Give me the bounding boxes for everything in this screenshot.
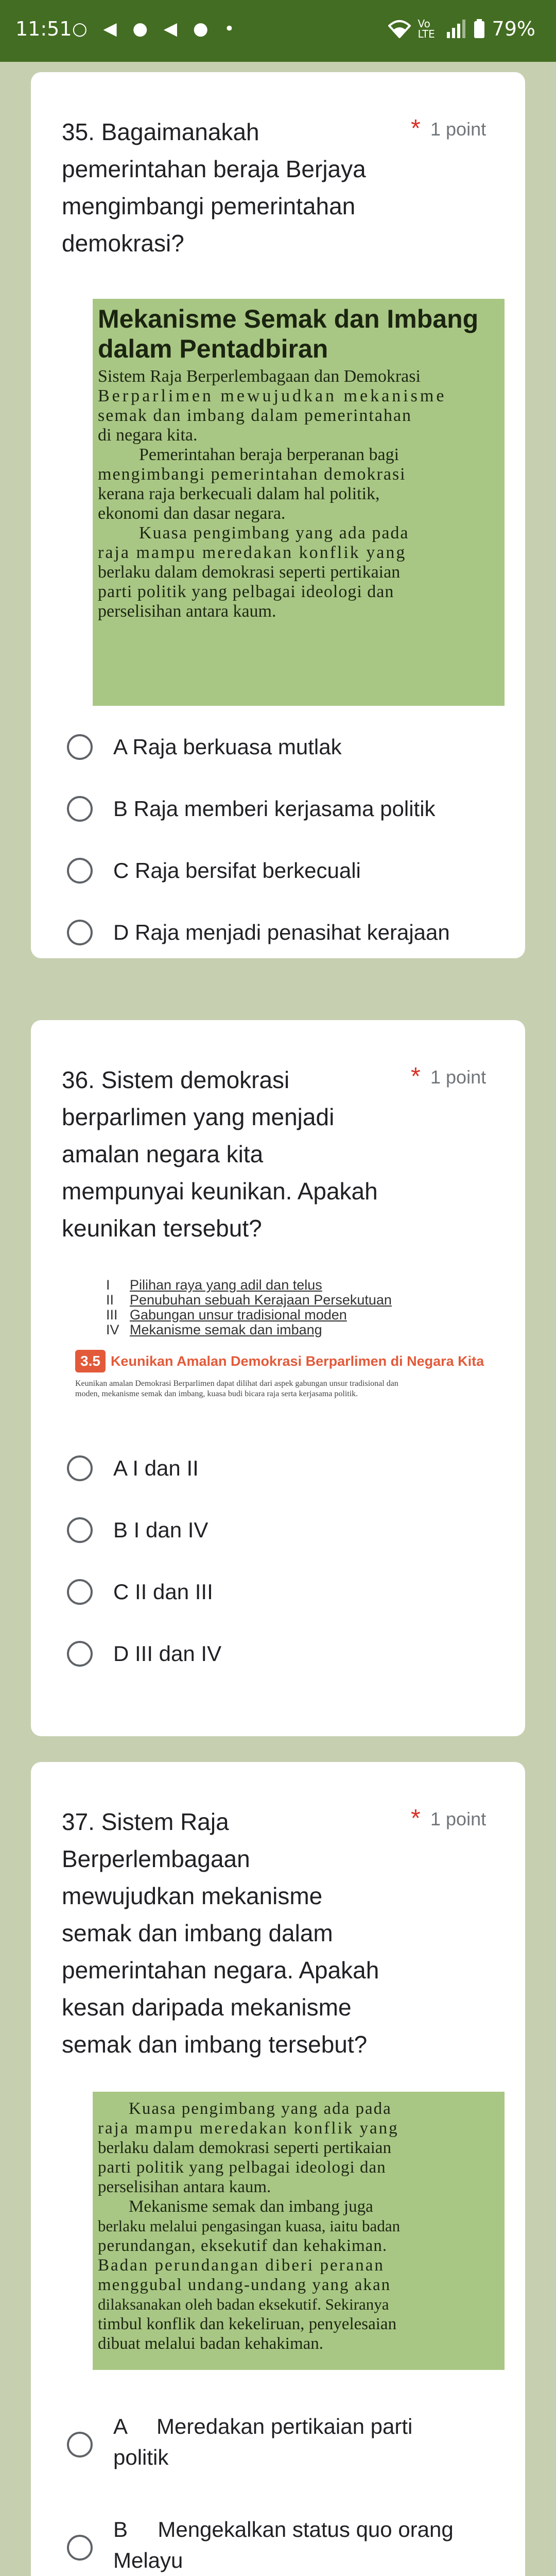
figure-caption: Keunikan amalan Demokrasi Berparlimen dapat dilihat dari aspek gabungan unsur tradisional dan moden, mekanisme semak dan imbang, kuasa budi bicara raja serta kerjasama politik. [75, 1379, 398, 1398]
required-asterisk: * [411, 115, 421, 142]
question-card-35 [31, 72, 525, 958]
question-title: 36. Sistem demokrasi berparlimen yang menjadi amalan negara kita mempunyai keunikan. Apakah keunikan tersebut? [62, 1066, 378, 1242]
status-time: 11:51 [15, 18, 72, 40]
radio-button[interactable] [67, 1455, 93, 1481]
points-label: 1 point [430, 1808, 486, 1829]
option-d[interactable] [31, 1633, 484, 1674]
radio-button[interactable] [67, 734, 93, 760]
option-c[interactable] [31, 850, 484, 891]
option-label: A Meredakan pertikaian parti politik [113, 2414, 413, 2469]
status-icons-right [388, 18, 535, 40]
radio-button[interactable] [67, 920, 93, 945]
option-label: A Raja berkuasa mutlak [113, 735, 342, 759]
question-figure [93, 2092, 505, 2370]
radio-button[interactable] [67, 2432, 93, 2458]
radio-button[interactable] [67, 1517, 93, 1543]
battery-level: 79% [492, 18, 535, 40]
wifi-icon [388, 20, 411, 38]
figure-text: Sistem Raja Berperlembagaan dan Demokrasi Berparlimen mewujudkan mekanisme semak dan imbang dalam pemerintahan di negara kita. Pemerintahan beraja berperanan bagi mengimbangi pemerintahan demokrasi kerana raja berkecuali dalam hal politik, ekonomi dan dasar negara. Kuasa pengimbang yang ada pada raja mampu meredakan konflik yang berlaku dalam demokrasi seperti pertikaian parti politik yang pelbagai ideologi dan perselisihan antara kaum. [98, 367, 447, 621]
signal-icon [446, 20, 466, 38]
notification-icons: ○ ◀ ● ◀ ● • [72, 19, 240, 39]
radio-button[interactable] [67, 858, 93, 884]
radio-button[interactable] [67, 796, 93, 822]
required-asterisk: * [411, 1063, 421, 1090]
question-title: 37. Sistem Raja Berperlembagaan mewujudkan mekanisme semak dan imbang dalam pemerintahan negara. Apakah kesan daripada mekanisme semak dan imbang tersebut? [62, 1808, 379, 2058]
option-a[interactable] [31, 726, 484, 768]
option-c[interactable] [31, 1571, 484, 1613]
question-card-36 [31, 1020, 525, 1736]
figure-heading: Mekanisme Semak dan Imbang dalam Pentadbiran [98, 304, 479, 363]
section-badge: 3.5 [75, 1350, 106, 1372]
question-card-37 [31, 1762, 525, 2576]
network-label: Vo LTE [418, 18, 435, 40]
question-figure: I Pilihan raya yang adil dan telus II Penubuhan sebuah Kerajaan Persekutuan III Gabungan unsur tradisional moden IV Mekanisme semak dan imbang 3.5 Keunikan Amalan Demokrasi Berparlimen di Negara Kita Keunikan amalan Demokrasi Berparlimen dapat dilihat dari aspek gabungan unsur tradisional dan moden, mekanisme semak dan imbang, kuasa budi bicara raja serta kerjasama politik. [75, 1278, 487, 1406]
section-title: Keunikan Amalan Demokrasi Berparlimen di Negara Kita [110, 1353, 484, 1369]
required-asterisk: * [411, 1805, 421, 1832]
option-b[interactable] [31, 788, 484, 829]
option-label: B Mengekalkan status quo orang Melayu [113, 2517, 454, 2572]
figure-section-bar [75, 1348, 487, 1375]
radio-button[interactable] [67, 1641, 93, 1667]
option-label: C Raja bersifat berkecuali [113, 858, 361, 883]
option-label: B I dan IV [113, 1518, 208, 1542]
option-b[interactable] [31, 1510, 484, 1551]
option-label: C II dan III [113, 1580, 213, 1604]
option-a[interactable] [31, 1448, 484, 1489]
option-label: A I dan II [113, 1456, 199, 1480]
points-label: 1 point [430, 118, 486, 140]
option-b[interactable] [31, 2514, 484, 2576]
option-label: D III dan IV [113, 1641, 222, 1666]
option-a[interactable] [31, 2411, 484, 2483]
points-label: 1 point [430, 1066, 486, 1088]
battery-icon [474, 19, 485, 39]
option-label: D Raja menjadi penasihat kerajaan [113, 920, 450, 944]
question-title: 35. Bagaimanakah pemerintahan beraja Berjaya mengimbangi pemerintahan demokrasi? [62, 118, 366, 257]
option-label: B Raja memberi kerjasama politik [113, 796, 436, 821]
figure-text: Kuasa pengimbang yang ada pada raja mampu meredakan konflik yang berlaku dalam demokrasi seperti pertikaian parti politik yang pelbagai ideologi dan perselisihan antara kaum. Mekanisme semak dan imbang juga berlaku melalui pengasingan kuasa, iaitu badan perundangan, eksekutif dan kehakiman. Badan perundangan diberi peranan menggubal undang-undang yang akan dilaksanakan oleh badan eksekutif. Sekiranya timbul konflik dan kekeliruan, penyelesaian dibuat melalui badan kehakiman. [98, 2099, 401, 2353]
option-d[interactable] [31, 912, 484, 953]
radio-button[interactable] [67, 1579, 93, 1605]
question-figure [93, 299, 505, 706]
radio-button[interactable] [67, 2535, 93, 2561]
status-bar [0, 0, 556, 62]
